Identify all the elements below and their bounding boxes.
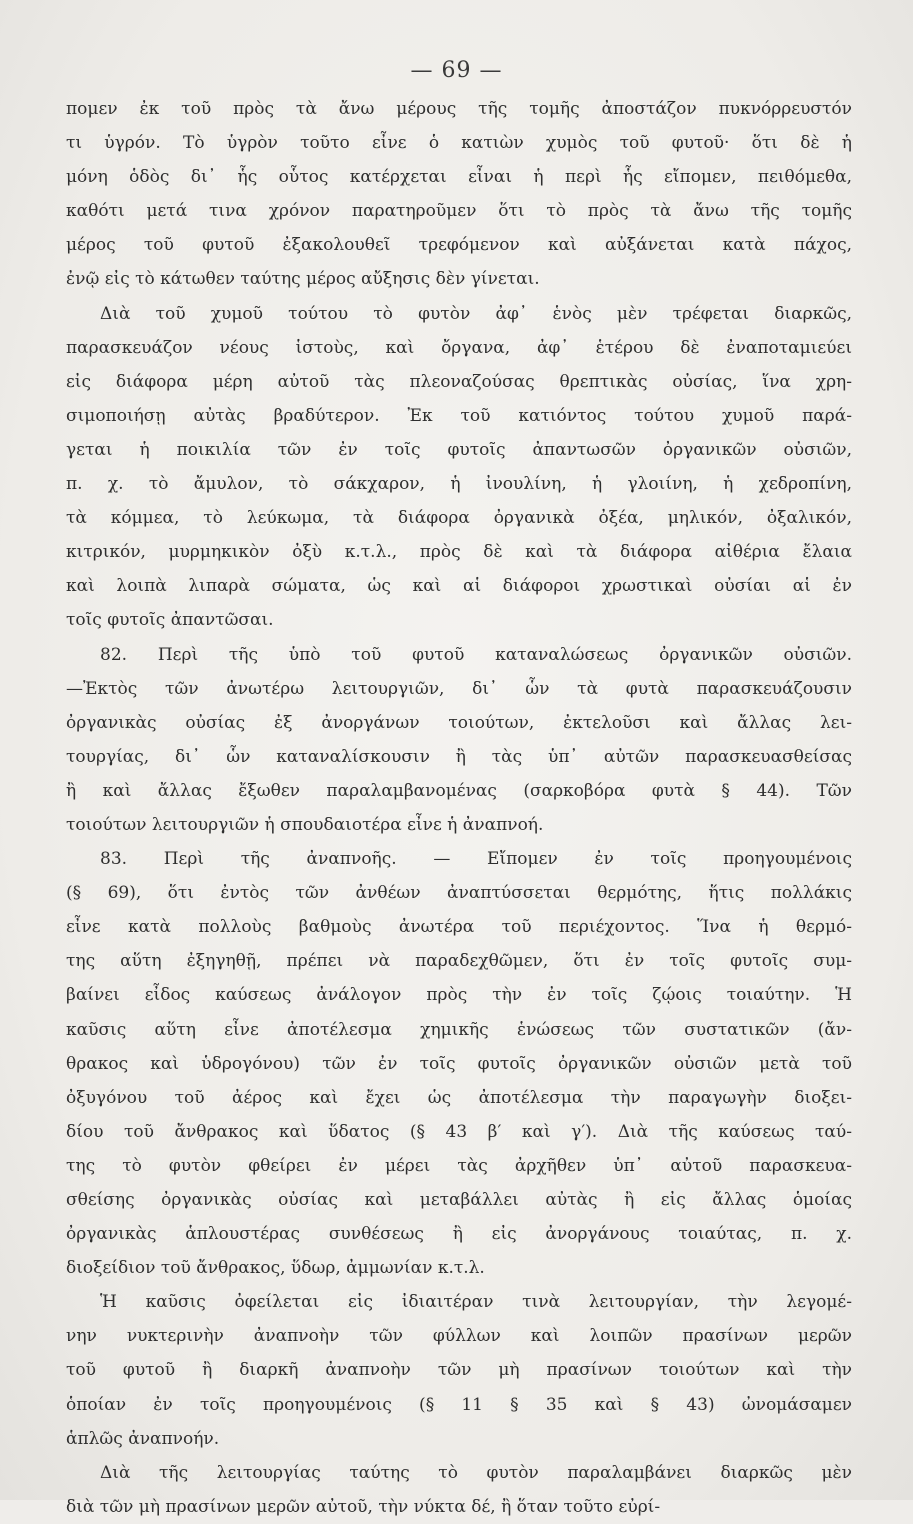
text-line: —Ἐκτὸς τῶν ἀνωτέρω λειτουργιῶν, δι᾽ ὧν τὰ φυτὰ παρασκευάζουσιν (66, 678, 852, 699)
text-line: διὰ τῶν μὴ πρασίνων μερῶν αὐτοῦ, τὴν νύκτα δέ, ἢ ὅταν τοῦτο εὐρί- (66, 1496, 661, 1517)
text-line: παρασκευάζον νέους ἱστοὺς, καὶ ὄργανα, ἀφ᾽ ἑτέρου δὲ ἐναποταμιεύει (66, 337, 852, 358)
page-number: — 69 — (410, 58, 503, 83)
text-line: Διὰ τοῦ χυμοῦ τούτου τὸ φυτὸν ἀφ᾽ ἑνὸς μὲν τρέφεται διαρκῶς, (100, 303, 852, 324)
text-line: 83. Περὶ τῆς ἀναπνοῆς. — Εἴπομεν ἐν τοῖς προηγουμένοις (100, 849, 852, 870)
text-line: κιτρικόν, μυρμηκικὸν ὀξὺ κ.τ.λ., πρὸς δὲ καὶ τὰ διάφορα αἰθέρια ἔλαια (66, 542, 852, 563)
text-line: εἰς διάφορα μέρη αὐτοῦ τὰς πλεοναζούσας θρεπτικὰς οὐσίας, ἵνα χρη- (66, 371, 852, 392)
text-line: ὀξυγόνου τοῦ ἀέρος καὶ ἔχει ὡς ἀποτέλεσμα τὴν παραγωγὴν διοξει- (66, 1087, 852, 1108)
text-line: γεται ἡ ποικιλία τῶν ἐν τοῖς φυτοῖς ἀπαντωσῶν ὀργανικῶν οὐσιῶν, (66, 439, 852, 460)
text-line: π. χ. τὸ ἄμυλον, τὸ σάκχαρον, ἡ ἰνουλίνη, ἡ γλοιίνη, ἡ χεδροπίνη, (66, 474, 852, 495)
text-line: τουργίας, δι᾽ ὧν καταναλίσκουσιν ἢ τὰς ὑπ᾽ αὐτῶν παρασκευασθείσας (66, 746, 852, 767)
body-text (66, 92, 852, 1524)
text-line: καῦσις αὕτη εἶνε ἀποτέλεσμα χημικῆς ἑνώσεως τῶν συστατικῶν (ἄν- (66, 1019, 852, 1040)
text-line: τοῦ φυτοῦ ἢ διαρκῆ ἀναπνοὴν τῶν μὴ πρασίνων τοιούτων καὶ τὴν (66, 1360, 852, 1381)
text-line: τι ὑγρόν. Τὸ ὑγρὸν τοῦτο εἶνε ὁ κατιὼν χυμὸς τοῦ φυτοῦ· ὅτι δὲ ἡ (66, 133, 852, 154)
text-line: Ἡ καῦσις ὀφείλεται εἰς ἰδιαιτέραν τινὰ λειτουργίαν, τὴν λεγομέ- (100, 1292, 852, 1313)
text-line: ὀργανικὰς οὐσίας ἐξ ἀνοργάνων τοιούτων, ἐκτελοῦσι καὶ ἄλλας λει- (66, 712, 852, 733)
text-line: της τὸ φυτὸν φθείρει ἐν μέρει τὰς ἀρχῆθεν ὑπ᾽ αὐτοῦ παρασκευα- (66, 1155, 852, 1176)
text-line: μόνη ὁδὸς δι᾽ ἧς οὗτος κατέρχεται εἶναι ἡ περὶ ἧς εἴπομεν, πειθόμεθα, (66, 167, 852, 188)
text-line: εἶνε κατὰ πολλοὺς βαθμοὺς ἀνωτέρα τοῦ περιέχοντος. Ἵνα ἡ θερμό- (66, 917, 852, 938)
text-line: Διὰ τῆς λειτουργίας ταύτης τὸ φυτὸν παραλαμβάνει διαρκῶς μὲν (100, 1462, 852, 1483)
text-line: (§ 69), ὅτι ἐντὸς τῶν ἀνθέων ἀναπτύσσεται θερμότης, ἥτις πολλάκις (66, 883, 852, 904)
text-line: πομεν ἐκ τοῦ πρὸς τὰ ἄνω μέρους τῆς τομῆς ἀποστάζον πυκνόρρευστόν (66, 99, 852, 119)
text-line: διοξείδιον τοῦ ἄνθρακος, ὕδωρ, ἀμμωνίαν κ.τ.λ. (66, 1258, 485, 1279)
text-line: καθότι μετά τινα χρόνον παρατηροῦμεν ὅτι τὸ πρὸς τὰ ἄνω τῆς τομῆς (66, 201, 852, 222)
text-line: βαίνει εἶδος καύσεως ἀνάλογον πρὸς τὴν ἐν τοῖς ζῴοις τοιαύτην. Ἡ (66, 985, 852, 1006)
text-line: της αὕτη ἐξηγηθῇ, πρέπει νὰ παραδεχθῶμεν, ὅτι ἐν τοῖς φυτοῖς συμ- (66, 951, 852, 972)
text-line: σθείσης ὀργανικὰς οὐσίας καὶ μεταβάλλει αὐτὰς ἢ εἰς ἄλλας ὁμοίας (66, 1190, 852, 1210)
text-line: ἢ καὶ ἄλλας ἔξωθεν παραλαμβανομένας (σαρκοβόρα φυτὰ § 44). Τῶν (66, 780, 852, 801)
text-line: ὀργανικὰς ἁπλουστέρας συνθέσεως ἢ εἰς ἀνοργάνους τοιαύτας, π. χ. (66, 1224, 852, 1245)
text-line: μέρος τοῦ φυτοῦ ἐξακολουθεῖ τρεφόμενον καὶ αὐξάνεται κατὰ πάχος, (66, 235, 852, 256)
text-line: 82. Περὶ τῆς ὑπὸ τοῦ φυτοῦ καταναλώσεως ὀργανικῶν οὐσιῶν. (100, 644, 852, 665)
text-line: τοιούτων λειτουργιῶν ἡ σπουδαιοτέρα εἶνε ἡ ἀναπνοή. (66, 814, 544, 835)
text-line: ὁποίαν ἐν τοῖς προηγουμένοις (§ 11 § 35 καὶ § 43) ὠνομάσαμεν (66, 1394, 852, 1415)
text-line: σιμοποιήσῃ αὐτὰς βραδύτερον. Ἐκ τοῦ κατιόντος τούτου χυμοῦ παρά- (66, 405, 852, 426)
text-line: δίου τοῦ ἄνθρακος καὶ ὕδατος (§ 43 β′ καὶ γ′). Διὰ τῆς καύσεως ταύ- (66, 1121, 852, 1142)
text-line: τοῖς φυτοῖς ἀπαντῶσαι. (66, 610, 274, 631)
text-line: ἐνῷ εἰς τὸ κάτωθεν ταύτης μέρος αὔξησις δὲν γίνεται. (66, 269, 540, 290)
text-line: νην νυκτερινὴν ἀναπνοὴν τῶν φύλλων καὶ λοιπῶν πρασίνων μερῶν (66, 1326, 852, 1347)
text-line: καὶ λοιπὰ λιπαρὰ σώματα, ὡς καὶ αἱ διάφοροι χρωστικαὶ οὐσίαι αἱ ἐν (66, 576, 852, 597)
text-line: ἁπλῶς ἀναπνοήν. (66, 1428, 220, 1449)
text-line: θρακος καὶ ὑδρογόνου) τῶν ἐν τοῖς φυτοῖς ὀργανικῶν οὐσιῶν μετὰ τοῦ (66, 1053, 852, 1074)
text-line: τὰ κόμμεα, τὸ λεύκωμα, τὰ διάφορα ὀργανικὰ ὀξέα, μηλικόν, ὀξαλικόν, (66, 508, 852, 529)
